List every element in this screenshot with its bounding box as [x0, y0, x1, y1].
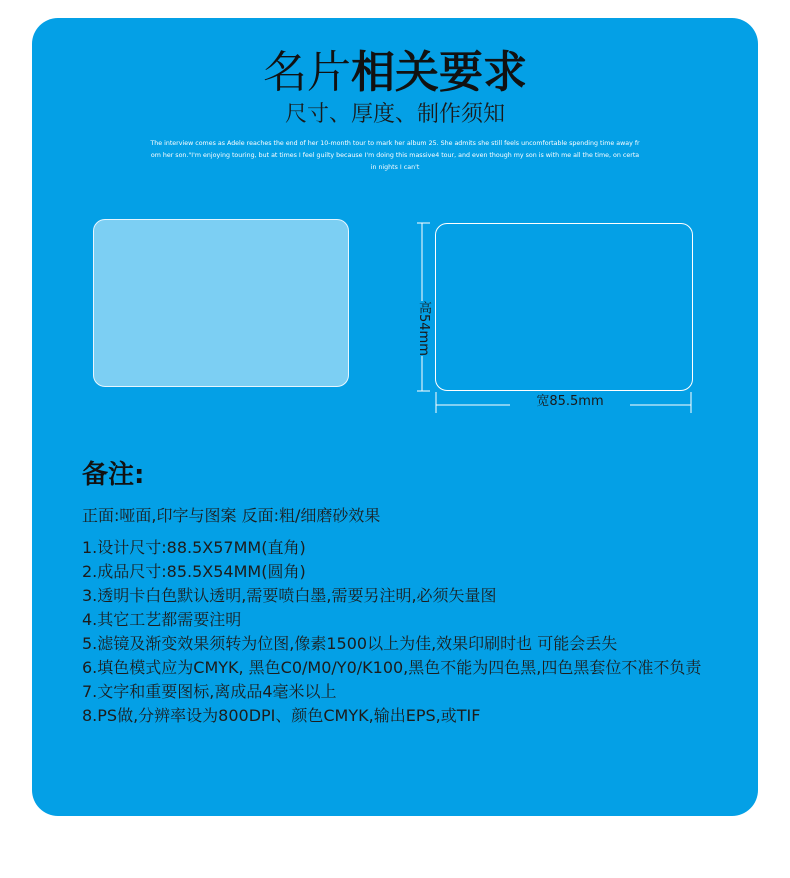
notes-front-back: 正面:哑面,印字与图案 反面:粗/细磨砂效果	[82, 506, 381, 525]
height-label: 高54mm	[413, 301, 431, 356]
note-item-3: 3.透明卡白色默认透明,需要喷白墨,需要另注明,必须矢量图	[82, 586, 497, 605]
title-bold: 相关要求	[351, 47, 527, 98]
page-subtitle: 尺寸、厚度、制作须知	[284, 102, 505, 127]
english-blurb: The interview comes as Adele reaches the end of her 10-month tour to mark her album 25. She admits she still feels uncomfortable spending time away from her son."I'm enjoying touring, but at times I feel guilty because I'm doing this massive4 tour, and even though my son is with me all the time, on certain nights I can't	[150, 140, 640, 171]
dimension-lines	[32, 18, 758, 438]
note-item-4: 4.其它工艺都需要注明	[82, 610, 242, 629]
note-item-8: 8.PS做,分辨率设为800DPI、颜色CMYK,输出EPS,或TIF	[82, 706, 481, 725]
note-item-6: 6.填色模式应为CMYK, 黑色C0/M0/Y0/K100,黑色不能为四色黑,四色黑套位不准不负责	[82, 658, 702, 677]
note-item-5: 5.滤镜及渐变效果须转为位图,像素1500以上为佳,效果印刷时也 可能会丢失	[82, 634, 618, 653]
note-item-2: 2.成品尺寸:85.5X54MM(圆角)	[82, 562, 306, 581]
width-label: 宽85.5mm	[510, 394, 630, 410]
note-item-7: 7.文字和重要图标,离成品4毫米以上	[82, 682, 337, 701]
title-light: 名片	[263, 47, 351, 98]
notes-heading: 备注:	[82, 460, 145, 490]
content-panel	[32, 18, 758, 816]
note-item-1: 1.设计尺寸:88.5X57MM(直角)	[82, 538, 306, 557]
